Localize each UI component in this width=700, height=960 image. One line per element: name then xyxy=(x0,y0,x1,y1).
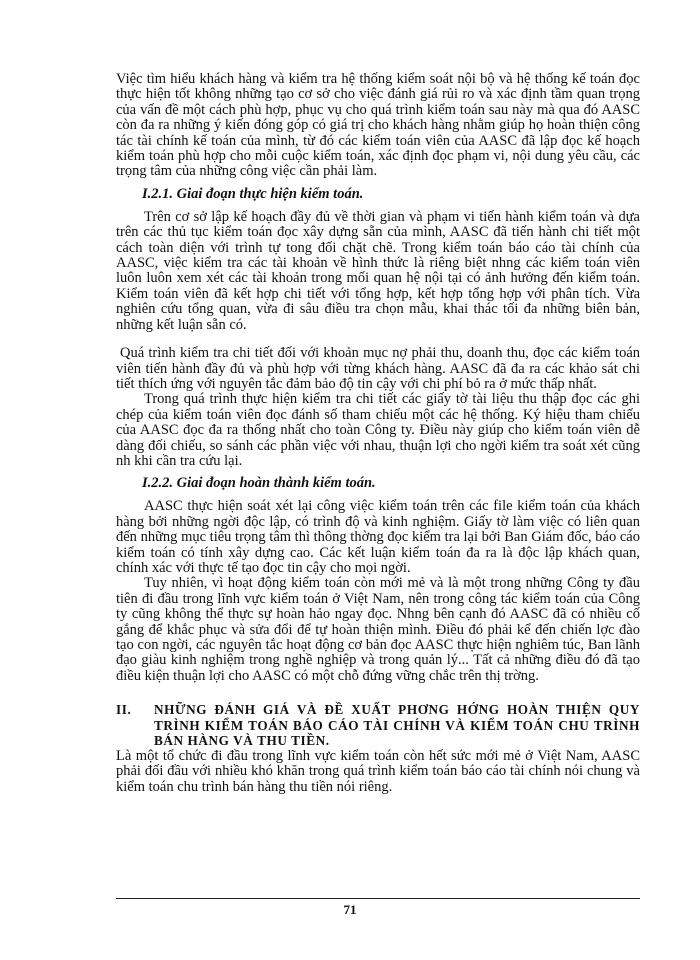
heading-1-2-1: I.2.1. Giai đoạn thực hiện kiểm toán. xyxy=(142,185,364,202)
footer-rule xyxy=(116,898,640,899)
page-number: 71 xyxy=(343,902,357,917)
paragraph-detail-testing: Quá trình kiểm tra chi tiết đối với khoản mục nợ phải thu, doanh thu, đọc các kiểm toán viên tiến hành đầy đủ và phù hợp với từng khách hàng. AASC đã đa ra các khảo sát chi tiết thích ứng với nguyên tắc đảm bảo độ tin cậy với chi phí bỏ ra ở mức thấp nhất. xyxy=(116,345,640,392)
paragraph-limitations: Tuy nhiên, vì hoạt động kiểm toán còn mới mẻ và là một trong những Công ty đầu tiên đi đầu trong lĩnh vực kiểm toán ở Việt Nam, nên trong công tác kiểm toán của Công ty cũng không thể thực sự hoàn hảo ngay đọc. Nhng bên cạnh đó AASC đã có nhiều cố gắng để khắc phục và sửa đổi để tự hoàn thiện mình. Điều đó phải kể đến chiến lợc đào tạo con ngời, các nguyên tắc hoạt động cơ bản đọc AASC thực hiện nghiêm túc, Ban lãnh đạo giàu kinh nghiệm trong nghề nghiệp và trong quản lý... Tất cả những điều đó đã tạo điều kiện thuận lợi cho AASC có một chỗ đứng vững chắc trên thị trờng. xyxy=(116,575,640,684)
heading-1-2-2: I.2.2. Giai đoạn hoàn thành kiểm toán. xyxy=(142,475,376,492)
paragraph-evaluation: Là một tổ chức đi đầu trong lĩnh vực kiểm toán còn hết sức mới mẻ ở Việt Nam, AASC phải đối đầu với nhiều khó khăn trong quá trình kiểm toán báo cáo tài chính nói chung và kiểm toán chu trình bán hàng thu tiền nói riêng. xyxy=(116,748,640,795)
document-body xyxy=(116,72,640,795)
paragraph-working-papers: Trong quá trình thực hiện kiểm tra chi tiết các giấy tờ tài liệu thu thập đọc các ghi chép của kiểm toán viên đọc đánh số tham chiếu một các hệ thống. Ký hiệu tham chiếu của AASC đọc đa ra thống nhất cho toàn Công ty. Điều này giúp cho kiểm toán viên dễ dàng đối chiếu, so sánh các phần việc với nhau, thuận lợi cho ngời kiểm tra soát xét cũng nh khi cần tra cứu lại. xyxy=(116,391,640,469)
section-number: II. xyxy=(116,702,132,718)
paragraph-execution: Trên cơ sở lập kế hoạch đầy đủ về thời gian và phạm vi tiến hành kiểm toán và dựa trên các thủ tục kiểm toán đọc xây dựng sẵn của mình, AASC đã tiến hành chi tiết một cách toàn diện với trình tự tong đối chặt chẽ. Trong kiểm toán báo cáo tài chính của AASC, việc kiểm tra các tài khoản về hình thức là riêng biệt nhng các kiểm toán viên luôn luôn xem xét các tài khoản trong mối quan hệ nội tại có ảnh hưởng đến kiểm toán. Kiểm toán viên đã kết hợp chi tiết với tổng hợp, kết hợp tổng hợp với phân tích. Vừa nghiên cứu tổng quan, vừa đi sâu điều tra chọn mẫu, khai thác tối đa những biên bản, những kết luận sẵn có. xyxy=(116,208,640,333)
paragraph-review: AASC thực hiện soát xét lại công việc kiểm toán trên các file kiểm toán của khách hàng bởi những ngời độc lập, có trình độ và kinh nghiệm. Giấy tờ làm việc có liên quan đến những mục tiêu trọng tâm thì thông thờng đọc kiểm tra lại bởi Ban Giám đốc, báo cáo kiểm toán có tính xây dựng cao. Các kết luận kiểm toán đa ra là độc lập khách quan, chính xác với thực tế tạo đọc tin cậy cho mọi ngời. xyxy=(116,498,640,576)
section-heading-2 xyxy=(116,702,640,749)
section-title: NHỮNG ĐÁNH GIÁ VÀ ĐỀ XUẤT PHƠNG HỚNG HOÀN THIỆN QUY TRÌNH KIỂM TOÁN BÁO CÁO TÀI CHÍNH VÀ KIỂM TOÁN CHU TRÌNH BÁN HÀNG VÀ THU TIỀN. xyxy=(154,702,640,749)
paragraph-intro: Việc tìm hiểu khách hàng và kiểm tra hệ thống kiểm soát nội bộ và hệ thống kế toán đọc thực hiện tốt không những tạo cơ sở cho việc đánh giá rủi ro và xác định tầm quan trọng của vấn đề một cách phù hợp, phục vụ cho quá trình kiểm toán sau này mà qua đó AASC còn đa ra những ý kiến đóng góp có giá trị cho khách hàng nhằm giúp họ hoàn thiện công tác tài chính kế toán của mình, từ đó các kiểm toán viên của AASC đã lập đọc kế hoạch kiểm toán phù hợp cho mỗi cuộc kiểm toán, xác định đọc phạm vi, nội dung yêu cầu, các trọng tâm của những công việc cần phải làm. xyxy=(116,71,640,180)
